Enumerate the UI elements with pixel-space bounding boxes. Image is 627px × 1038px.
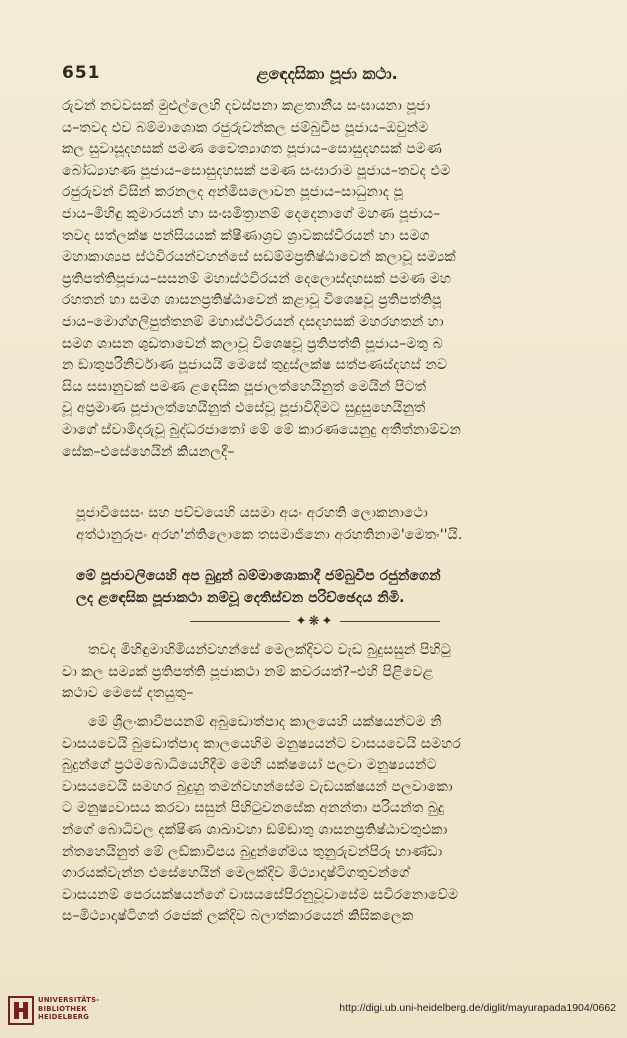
digitization-footer: [0, 982, 627, 1038]
ornamental-divider: [190, 613, 440, 629]
text-line: සේක–එසේහෙයින් කියනලදී–: [62, 443, 235, 460]
text-line: වාසයනම් පෙරයක්ෂයන්ගේ වාසයසේපිරනුවූවාසේම සවිරනොවේම: [62, 886, 459, 903]
text-line: ය–තවද එව බම්මාශොක රජුරුවන්කල ජම්බුවීප පූජාය–ඔවුන්ම: [62, 119, 429, 136]
text-line: න්ගේ බොධිවල දක්ෂිණ ශාඛාවහා ඞම්ඞාතු ශාසනප්‍රතිෂ්ඨාවතුඑකා: [62, 821, 448, 838]
text-line: ජාය–මොග්ගලිපුත්තනම් මහාස්ථවිරයන් දසදහසක් මහරහතන් හා: [62, 313, 444, 330]
text-line: ට මනුෂ්‍යවාසය කරවා සසුන් පිහිටුවනසේක අනන්තා පරියන්ත බුදු: [62, 800, 445, 817]
text-line: න ඞාතුපරිනිර්වාණ පූජායයි මෙසේ තුදුස්ලක්ෂ සත්පණස්දහස් නව: [62, 357, 448, 374]
text-line: තවද සත්ලක්ෂ පන්සියයක් ක්ෂීණාශ්‍රව ශ්‍රාවකස්වීරයන් හා සමග: [62, 227, 430, 244]
text-line: සිය සසානුවක් පමණ ළඳෙසික පූජාලත්හෙයිනුත් මෙයින් පිටත්: [62, 378, 427, 395]
verse-line: අත්ථානුරූපං අරහ'න්තිලොකෙ තසමාජිනො අරහතිනාම'මෙතං''යි.: [76, 526, 463, 543]
text-line: ස–මිථ්‍යාදෘෂ්ටිගත් රජෙක් ලක්දිව බලාත්කාරයෙන් කිසිකලෙක: [62, 908, 414, 925]
colophon-line: ලද ළඳෙසික පූජාකථා නම්වූ දෙතිස්වන පරිච්ඡෙදය නිමි.: [76, 589, 405, 606]
text-line: ජාය–මිහිඳු කුමාරයන් හා සංඝමිත්‍රානම් දෙදෙනාගේ මහණ පූජාය–: [62, 205, 441, 222]
source-url-link[interactable]: http://digi.ub.uni-heidelberg.de/diglit/mayurapada1904/0662: [339, 1002, 616, 1014]
text-line: වාසයවෙයි සමහර බුදුහු තමන්වහන්සේම වැඩයක්ෂයන් පලවාකො: [62, 778, 453, 795]
text-line: බෝධ්‍යාහණ පූජාය–සොසුදහසක් පමණ සංඝාරාම පූජාය–තවද එම: [62, 162, 451, 179]
text-line: ගාරයක්වැන්න එසේහෙයින් මෙලක්දිව මිථ්‍යාදෘෂ්ටිගතුවන්ගේ: [62, 865, 410, 882]
colophon-line: මේ පූජාවලියෙහි අප බුදුන් බම්මාශොකාදී ජම්බුවීප රජුන්ගෙන්: [76, 568, 441, 584]
text-line: රජුරුවන් විසින් කරනලද අන්මිසලොවන පූජාය–සාධුනාද පූ: [62, 184, 404, 201]
text-line: මාගේ ස්වාමිදරුවූ බුද්ධරජාතෝ මේ මේ කාරණයෙනුදු අතීත්නාම්වන: [62, 421, 462, 438]
chapter-colophon: [62, 566, 594, 609]
pali-verse: [62, 503, 594, 546]
divider-rule-left: [190, 621, 290, 622]
text-line: කථාව මෙසේ දතයුතු–: [62, 685, 194, 702]
logo-line: HEIDELBERG: [38, 1013, 90, 1021]
divider-rule-right: [340, 621, 440, 622]
text-line: කල සුවාසූදහසක් පමණ චෛත්‍යාගත පූජාය–සොසුදහසක් පමණ: [62, 141, 442, 158]
library-logo-text: [38, 996, 99, 1022]
text-line: මේ ශ්‍රීලංකාවීපයනම් අබුඩොත්පාද කාලයෙහි යක්ෂයන්ටම නි: [88, 714, 442, 730]
page-number: 651: [62, 63, 101, 83]
logo-line: UNIVERSITÄTS-: [38, 996, 100, 1004]
logo-line: BIBLIOTHEK: [38, 1004, 87, 1013]
verse-line: පූජාවිසෙසං සහ පච්චයෙහි යසමා අයං අරහති ලොකනාථො: [76, 505, 428, 521]
text-line: ප්‍රතිපත්තිපූජාය–සසනම් මහාස්ථවිරයන් දෙලොස්දහසක් පමණ මහ: [62, 270, 452, 287]
divider-ornament: ✦❋✦: [295, 613, 335, 629]
text-line: රුවන් නවවසක් මුළුල්ලෙහි දවස්පනා කළතානීය සංඝායනා පූජා: [62, 98, 431, 114]
text-line: තවද මිහිඳුමාහිමියන්වහන්සේ මෙලක්දිවට වැඩ බුදුසසුන් පිහිටු: [88, 642, 451, 658]
running-title: ළඳෙදසිකා පූජා කථා.: [256, 64, 398, 83]
university-library-logo-icon: [8, 994, 34, 1026]
paragraph-2: [62, 640, 594, 705]
page-header: [62, 63, 592, 89]
text-line: බුදුන්ගේ ප්‍රථමබොධියෙහිදීම මෙහි යක්ෂයෝ පලවා මනුෂ්‍යයන්ට: [62, 757, 437, 774]
text-line: වූ අප්‍රමාණ පූජාලත්හෙයිනුත් එසේවූ පූජාවිදිමට සුදුසුහෙයිනුත්: [62, 400, 426, 417]
text-line: වා කල සම්‍යක් ප්‍රතිපත්ති පූජාකථා නම් කවරයත්?–එහි පිළිවෙළ: [62, 663, 434, 680]
paragraph-3: [62, 712, 594, 928]
text-line: වාසයවෙයි බුඩොත්පාද කාලයෙහිම මනුෂ්‍යයන්ට වාසයවෙයි සමහර: [62, 735, 461, 752]
text-line: රහතන් හා සමග ශාසනප්‍රතිෂ්ඨාවෙන් කළාවූ විශෙෂවූ ප්‍රතිපත්තිපූ: [62, 292, 442, 309]
text-line: මහාකාශ්‍යප ස්ථවිරයන්වහන්සේ සඩම්මප්‍රතිෂ්ඨාවෙන් කලාවූ සම්‍යක්: [62, 249, 456, 266]
text-line: න්තහෙයිනුත් මේ ලඞ්කාවීපය බුදුන්ගේමය තුනුරුවන්පිරූ භාණ්ඩා: [62, 843, 443, 860]
text-line: සමග ශාසන ශුඩතාවෙන් කලාවූ විශෙෂවූ ප්‍රතිපත්ති පූජාය–මතු බ: [62, 335, 443, 352]
paragraph-1: [62, 96, 594, 463]
